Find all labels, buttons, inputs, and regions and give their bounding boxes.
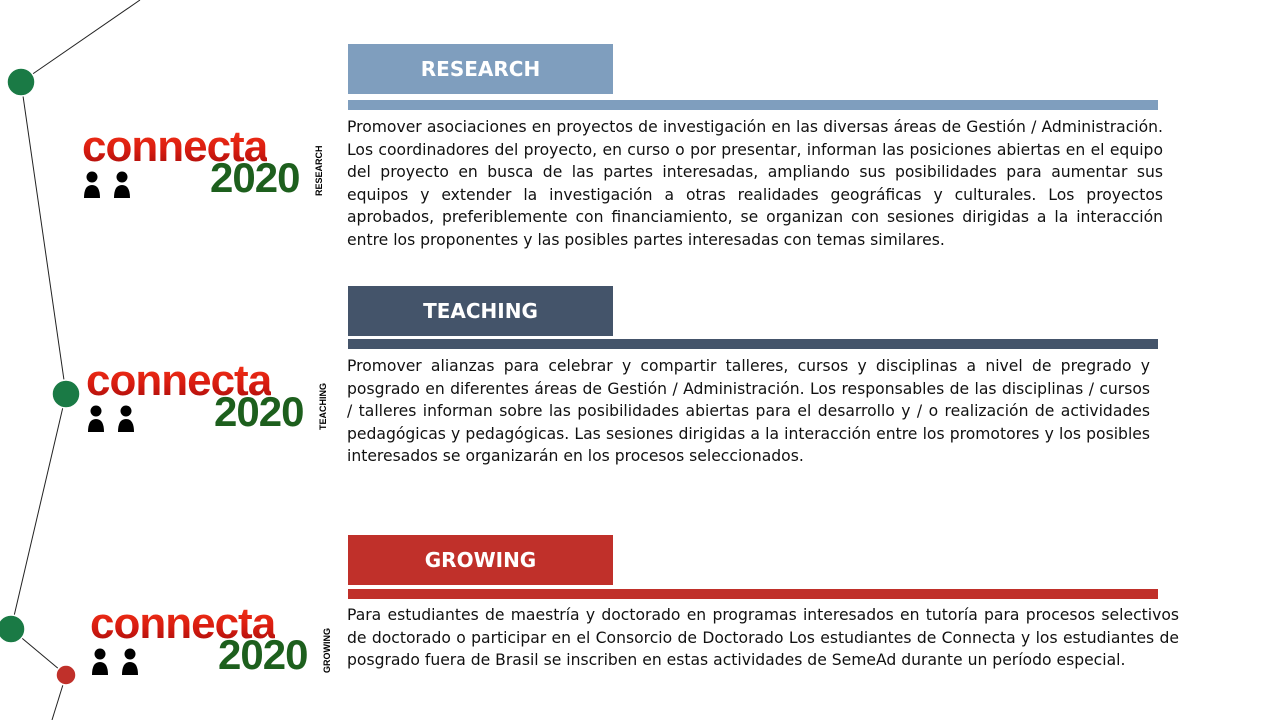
- teaching-description: Promover alianzas para celebrar y compartir talleres, cursos y disciplinas a nivel de pregrado y posgrado en diferentes áreas de Gestión / Administración. Los responsables de las disciplinas / cursos / talleres informan sobre las posibilidades abiertas para el desarrollo y / o realización de actividades pedagógicas y pedagógicas. Las sesiones dirigidas a la interacción entre los promotores y los posibles interesados se organizarán en los procesos seleccionados.: [347, 357, 1150, 465]
- research-header: [348, 44, 613, 94]
- logo-tag: RESEARCH: [314, 145, 324, 196]
- logo-wordmark: connecta: [86, 356, 272, 405]
- logo-year: 2020: [210, 154, 300, 201]
- timeline-line: [21, 82, 66, 394]
- timeline-line: [21, 0, 140, 82]
- teaching-header: [348, 286, 613, 336]
- logo-tag: TEACHING: [318, 383, 328, 430]
- logo-wordmark: connecta: [82, 122, 268, 171]
- logo-year: 2020: [214, 388, 304, 435]
- research-description: Promover asociaciones en proyectos de investigación en las diversas áreas de Gestión / Administración. Los coordinadores del proyecto, en curso o por presentar, informan las posiciones abiertas en el equipo del proyecto en busca de las partes interesadas, ampliando sus posibilidades para aumentar sus equipos y extender la investigación a otras realidades geográficas y culturales. Los proyectos aprobados, preferiblemente con financiamiento, se organizan con sesiones dirigidas a la interacción entre los proponentes y las posibles partes interesadas con temas similares.: [347, 118, 1163, 249]
- logo-wordmark: connecta: [90, 599, 276, 648]
- logo-tag: GROWING: [322, 628, 332, 673]
- research-divider: [348, 100, 1158, 110]
- connecta-teaching-logo: [86, 356, 336, 462]
- timeline-node-green: [0, 615, 25, 643]
- connecta-growing-logo: [90, 599, 340, 705]
- teaching-divider: [348, 339, 1158, 349]
- timeline-node-green: [7, 68, 35, 96]
- timeline-node-red: [56, 665, 76, 685]
- growing-header: [348, 535, 613, 585]
- timeline-node-green: [52, 380, 80, 408]
- research-title: RESEARCH: [420, 57, 541, 81]
- teaching-title: TEACHING: [423, 299, 538, 323]
- growing-description: Para estudiantes de maestría y doctorado en programas interesados en tutoría para procesos selectivos de doctorado o participar en el Consorcio de Doctorado Los estudiantes de Connecta y los estudiantes de posgrado fuera de Brasil se inscriben en estas actividades de SemeAd durante un período especial.: [347, 606, 1179, 669]
- growing-divider: [348, 589, 1158, 599]
- growing-title: GROWING: [424, 548, 537, 572]
- people-icon: [86, 404, 142, 434]
- timeline-line: [11, 394, 66, 629]
- connecta-research-logo: [82, 122, 332, 228]
- logo-year: 2020: [218, 631, 308, 678]
- people-icon: [82, 170, 138, 200]
- people-icon: [90, 647, 146, 677]
